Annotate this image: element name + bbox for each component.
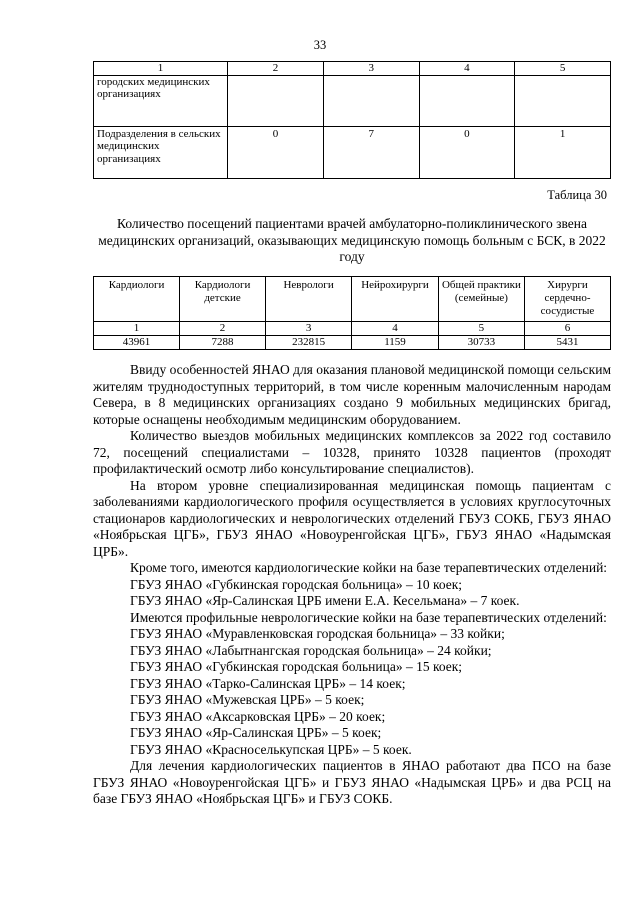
list-item: ГБУЗ ЯНАО «Муравленковская городская больница» – 33 койки; [130, 626, 505, 641]
table-header-row [94, 277, 611, 322]
paragraph: Кроме того, имеются кардиологические койки на базе терапевтических отделений: [130, 560, 608, 575]
table-cell: 5 [438, 322, 524, 336]
table-cell [323, 75, 419, 126]
row-label: городских медицинских организациях [94, 75, 228, 126]
table-row [94, 75, 611, 126]
list-item: ГБУЗ ЯНАО «Лабытнангская городская больница» – 24 койки; [130, 642, 492, 658]
table-header-cell: 2 [228, 62, 324, 76]
table-cell [228, 75, 324, 126]
table-cell: 5431 [524, 336, 610, 350]
table-cell: 0 [419, 126, 515, 178]
table-header-cell: 5 [515, 62, 611, 76]
table-row [94, 336, 611, 350]
table-cell: 4 [352, 322, 439, 336]
paragraph: На втором уровне специализированная медицинская помощь пациентам с заболеваниями кардиологического профиля осуществляется в условиях круглосуточных стационаров кардиологических и неврологических отделений ГБУЗ СОКБ, ГБУЗ ЯНАО «Ноябрьская ЦГБ», ГБУЗ ЯНАО «Новоуренгойская ЦГБ», ГБУЗ ЯНАО «Надымская ЦРБ». [93, 477, 611, 559]
table-cell: 232815 [266, 336, 352, 350]
list-item: ГБУЗ ЯНАО «Красноселькупская ЦРБ» – 5 коек. [130, 741, 412, 757]
table-header-row [94, 62, 611, 76]
table-cell: 1 [94, 322, 180, 336]
list-item: ГБУЗ ЯНАО «Тарко-Салинская ЦРБ» – 14 коек; [130, 675, 406, 691]
page-number: 33 [313, 38, 327, 52]
table-row [94, 126, 611, 178]
table-header-cell: Нейрохирурги [352, 277, 439, 322]
table-header-cell: 4 [419, 62, 515, 76]
paragraph: Для лечения кардиологических пациентов в ЯНАО работают два ПСО на базе ГБУЗ ЯНАО «Новоуренгойская ЦГБ» и ГБУЗ ЯНАО «Надымская ЦРБ» и два РСЦ на базе ГБУЗ ЯНАО «Ноябрьская ЦГБ» и ГБУЗ СОКБ. [93, 758, 611, 806]
table-title: Количество посещений пациентами врачей амбулаторно-поликлинического звена медицинских организаций, оказывающих медицинскую помощь больным с БСК, в 2022 году [98, 216, 606, 264]
table-cell: 2 [180, 322, 266, 336]
table-header-cell: Кардиологи детские [180, 277, 266, 322]
list-item: ГБУЗ ЯНАО «Яр-Салинская ЦРБ имени Е.А. Кесельмана» – 7 коек. [130, 593, 520, 608]
table-cell [419, 75, 515, 126]
table-header-cell: 3 [323, 62, 419, 76]
table-cell [515, 75, 611, 126]
table-header-cell: 1 [94, 62, 228, 76]
visits-table [93, 276, 611, 350]
table-header-cell: Кардиологи [94, 277, 180, 322]
table-cell: 6 [524, 322, 610, 336]
table-header-cell: Общей практики (семейные) [438, 277, 524, 322]
table-header-cell: Хирурги сердечно-сосудистые [524, 277, 610, 322]
paragraph: Имеются профильные неврологические койки на базе терапевтических отделений: [130, 609, 607, 625]
table-cell: 1159 [352, 336, 439, 350]
continued-table [93, 61, 611, 179]
table-number-row [94, 322, 611, 336]
table-cell: 0 [228, 126, 324, 178]
table-cell: 3 [266, 322, 352, 336]
list-item: ГБУЗ ЯНАО «Яр-Салинская ЦРБ» – 5 коек; [130, 725, 382, 740]
table-label: Таблица 30 [547, 188, 607, 202]
list-item: ГБУЗ ЯНАО «Губкинская городская больница» – 10 коек; [130, 576, 463, 592]
table-cell: 1 [515, 126, 611, 178]
body-text [93, 362, 611, 808]
row-label: Подразделения в сельских медицинских организациях [94, 126, 228, 178]
table-cell: 7 [323, 126, 419, 178]
list-item: ГБУЗ ЯНАО «Аксарковская ЦРБ» – 20 коек; [130, 708, 386, 724]
paragraph: Ввиду особенностей ЯНАО для оказания плановой медицинской помощи сельским жителям труднодоступных территорий, в том числе коренным малочисленным народам Севера, в 8 медицинских организациях создано 9 мобильных медицинских бригад, которые оснащены необходимым медицинским оборудованием. [93, 362, 611, 427]
list-item: ГБУЗ ЯНАО «Губкинская городская больница» – 15 коек; [130, 659, 463, 674]
table-cell: 30733 [438, 336, 524, 350]
table-cell: 7288 [180, 336, 266, 350]
table-header-cell: Неврологи [266, 277, 352, 322]
list-item: ГБУЗ ЯНАО «Мужевская ЦРБ» – 5 коек; [130, 692, 365, 707]
paragraph: Количество выездов мобильных медицинских комплексов за 2022 год составило 72, посещений специалистами – 10328, принято 10328 пациентов (проходят профилактический осмотр либо консультирование специалистов). [93, 428, 611, 476]
table-cell: 43961 [94, 336, 180, 350]
